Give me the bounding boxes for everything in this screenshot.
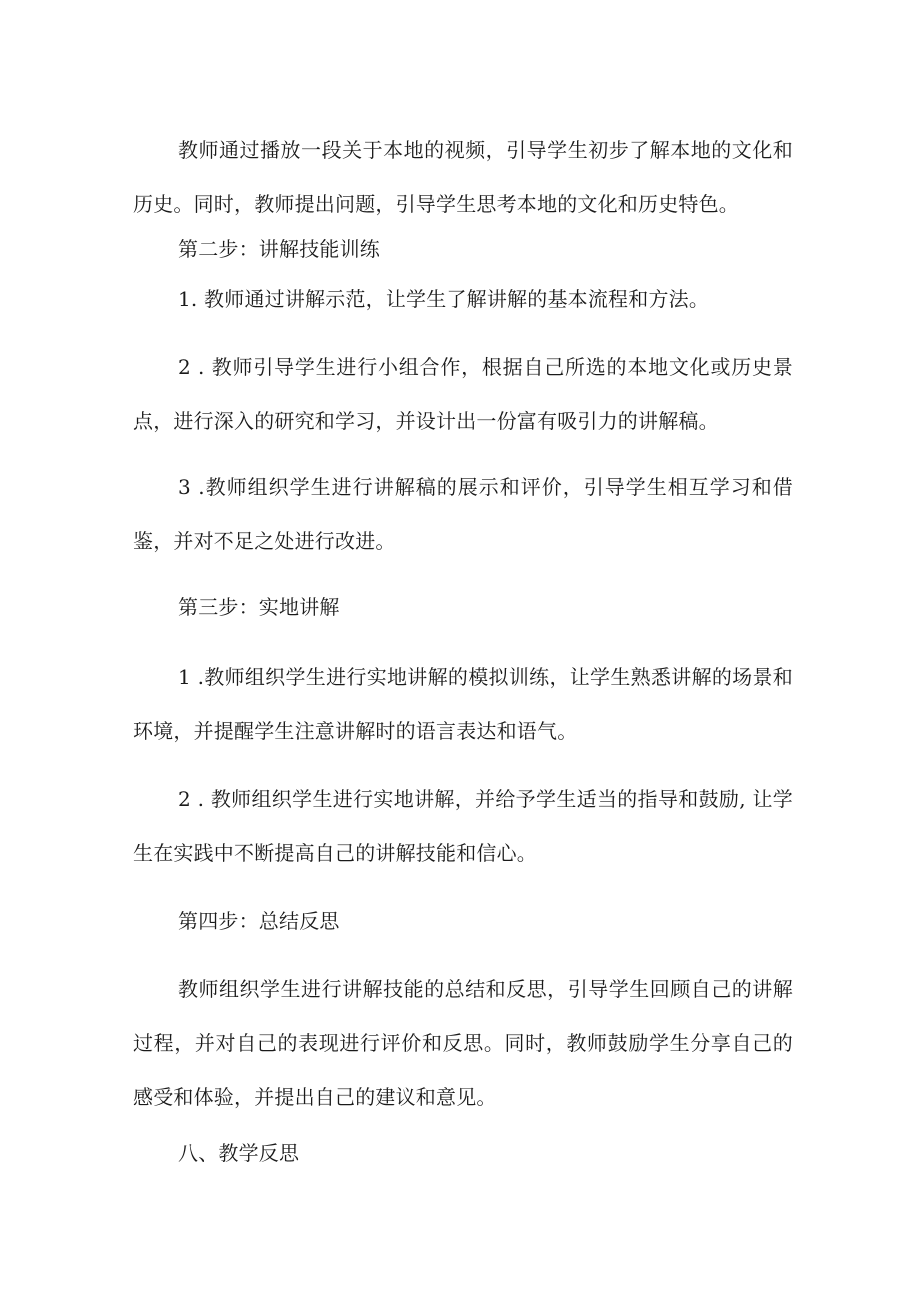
paragraph-step2-item1: 1. 教师通过讲解示范，让学生了解讲解的基本流程和方法。 xyxy=(178,287,710,311)
paragraph-intro: 教师通过播放一段关于本地的视频，引导学生初步了解本地的文化和历史。同时，教师提出问题，引导学生思考本地的文化和历史特色。 xyxy=(133,138,793,216)
paragraph-step4-body: 教师组织学生进行讲解技能的总结和反思，引导学生回顾自己的讲解过程，并对自己的表现进行评价和反思。同时，教师鼓励学生分享自己的感受和体验，并提出自己的建议和意见。 xyxy=(133,977,793,1109)
paragraph-step2-item2: 2 . 教师引导学生进行小组合作，根据自己所选的本地文化或历史景点，进行深入的研究和学习，并设计出一份富有吸引力的讲解稿。 xyxy=(133,355,793,433)
step3-heading: 第三步：实地讲解 xyxy=(178,595,340,619)
paragraph-step3-item1: 1 .教师组织学生进行实地讲解的模拟训练，让学生熟悉讲解的场景和环境，并提醒学生注意讲解时的语言表达和语气。 xyxy=(133,665,793,743)
paragraph-step2-item3: 3 .教师组织学生进行讲解稿的展示和评价，引导学生相互学习和借鉴，并对不足之处进行改进。 xyxy=(133,475,793,553)
section8-heading: 八、教学反思 xyxy=(178,1141,300,1165)
step2-heading: 第二步：讲解技能训练 xyxy=(178,237,380,261)
step4-heading: 第四步：总结反思 xyxy=(178,909,340,933)
paragraph-step3-item2: 2 . 教师组织学生进行实地讲解，并给予学生适当的指导和鼓励, 让学生在实践中不断提高自己的讲解技能和信心。 xyxy=(133,787,793,865)
